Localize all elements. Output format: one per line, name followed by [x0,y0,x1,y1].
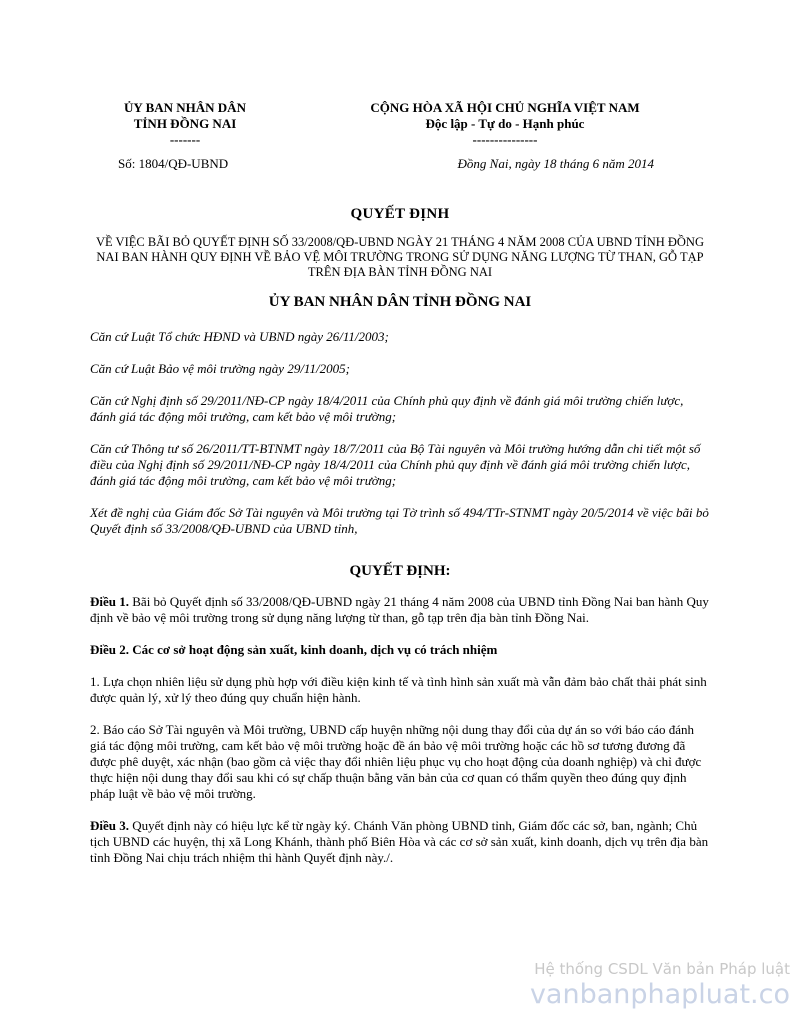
document-number: Số: 1804/QĐ-UBND [118,156,229,171]
document-subtitle: VỀ VIỆC BÃI BỎ QUYẾT ĐỊNH SỐ 33/2008/QĐ-UBND NGÀY 21 THÁNG 4 NĂM 2008 CỦA UBND TỈNH ĐỒNG NAI BAN HÀNH QUY ĐỊNH VỀ BẢO VỆ MÔI TRƯỜNG TRONG SỬ DỤNG NĂNG LƯỢNG TỪ THAN, GỖ TẠP TRÊN ĐỊA BÀN TỈNH ĐỒNG NAI [96,235,704,279]
basis-item: Căn cứ Thông tư số 26/2011/TT-BTNMT ngày 18/7/2011 của Bộ Tài nguyên và Môi trường hướng dẫn chi tiết một số điều của Nghị định số 29/2011/NĐ-CP ngày 18/4/2011 của Chính phủ quy định về đánh giá môi trường chiến lược, đánh giá tác động môi trường, cam kết bảo vệ môi trường; [90,441,701,488]
article-3-label: Điều 3. [90,818,129,833]
article-1-label: Điều 1. [90,594,129,609]
issuer-line2: TỈNH ĐỒNG NAI [133,116,237,131]
document-page [90,100,710,866]
legal-basis-list [90,329,710,537]
basis-item: Xét đề nghị của Giám đốc Sở Tài nguyên và Môi trường tại Tờ trình số 494/TTr-STNMT ngày 20/5/2014 về việc bãi bỏ Quyết định số 33/2008/QĐ-UBND của UBND tỉnh, [90,505,709,536]
article-2-item-1: 1. Lựa chọn nhiên liệu sử dụng phù hợp với điều kiện kinh tế và tình hình sản xuất mà vẫn đảm bảo chất thải phát sinh được quản lý, xử lý theo đúng quy chuẩn hiện hành. [90,674,707,705]
article-2-heading: Điều 2. Các cơ sở hoạt động sản xuất, kinh doanh, dịch vụ có trách nhiệm [90,642,498,657]
article-1 [90,594,710,626]
basis-item: Căn cứ Luật Tổ chức HĐND và UBND ngày 26/11/2003; [90,329,389,344]
issuing-authority-block [90,100,280,148]
watermark-tagline: Hệ thống CSDL Văn bản Pháp luật [534,960,790,978]
article-2-item-2: 2. Báo cáo Sở Tài nguyên và Môi trường, UBND cấp huyện những nội dung thay đổi của dự án so với báo cáo đánh giá tác động môi trường, cam kết bảo vệ môi trường hoặc đề án bảo vệ môi trường hoặc các hồ sơ tương đương đã được phê duyệt, xác nhận (bao gồm cả việc thay đổi nhiên liệu phục vụ cho hoạt động của doanh nghiệp) và chỉ được thực hiện nội dung thay đổi sau khi có sự chấp thuận bằng văn bản của cơ quan có thẩm quyền theo đúng quy định pháp luật về bảo vệ môi trường. [90,722,702,801]
motto-divider: --------------- [472,132,538,147]
authority-heading: ỦY BAN NHÂN DÂN TỈNH ĐỒNG NAI [268,294,532,310]
basis-item: Căn cứ Nghị định số 29/2011/NĐ-CP ngày 18/4/2011 của Chính phủ quy định về đánh giá môi trường chiến lược, đánh giá tác động môi trường, cam kết bảo vệ môi trường; [90,393,684,424]
article-3-text: Quyết định này có hiệu lực kể từ ngày ký. Chánh Văn phòng UBND tỉnh, Giám đốc các sở, ban, ngành; Chủ tịch UBND các huyện, thị xã Long Khánh, thành phố Biên Hòa và các cơ sở sản xuất, kinh doanh, dịch vụ trên địa bàn tỉnh Đồng Nai chịu trách nhiệm thi hành Quyết định này./. [90,818,709,865]
document-header [90,100,710,172]
document-date: Đồng Nai, ngày 18 tháng 6 năm 2014 [457,156,654,171]
basis-item: Căn cứ Luật Bảo vệ môi trường ngày 29/11/2005; [90,361,350,376]
issuer-line1: ỦY BAN NHÂN DÂN [124,100,246,115]
document-title: QUYẾT ĐỊNH [350,206,450,222]
issuer-divider: ------- [169,132,201,147]
motto: Độc lập - Tự do - Hạnh phúc [425,116,585,131]
country-name: CỘNG HÒA XÃ HỘI CHỦ NGHĨA VIỆT NAM [370,100,640,115]
watermark-domain: vanbanphapluat.co [529,979,790,1010]
articles [90,594,710,866]
national-motto-block [305,100,705,148]
site-watermark [530,960,790,1012]
article-3 [90,818,710,866]
article-1-text: Bãi bỏ Quyết định số 33/2008/QĐ-UBND ngày 21 tháng 4 năm 2008 của UBND tỉnh Đồng Nai ban hành Quy định về bảo vệ môi trường trong sử dụng năng lượng từ than, gỗ tạp trên địa bàn tỉnh Đồng Nai. [90,594,709,625]
decision-heading: QUYẾT ĐỊNH: [349,563,451,579]
